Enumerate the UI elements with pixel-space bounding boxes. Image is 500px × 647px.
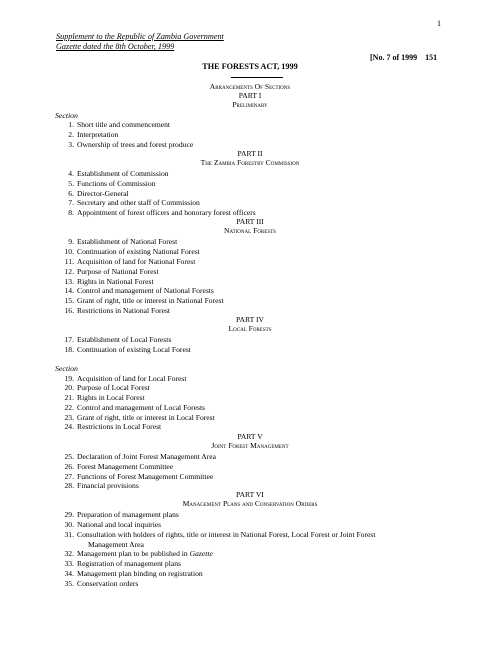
list-item: 30. National and local inquiries (64, 520, 162, 529)
list-item: 8. Appointment of forest officers and honorary forest officers (68, 208, 256, 217)
arrangement-heading: Arrangements Of Sections (209, 82, 291, 91)
list-item: 9. Establishment of National Forest (68, 237, 178, 246)
list-item: 26. Forest Management Committee (64, 462, 174, 471)
section-label: Section (55, 111, 78, 120)
list-item: 23. Grant of right, title or interest in Local Forest (64, 413, 215, 422)
gazette-italic: Gazette (189, 549, 213, 558)
part-title: The Zambia Forestry Commission (200, 158, 300, 167)
part-title: National Forests (224, 226, 276, 235)
list-item: 24. Restrictions in Local Forest (64, 422, 162, 431)
list-item: 19. Acquisition of land for Local Forest (64, 374, 187, 383)
part-title: Joint Forest Management (211, 441, 289, 450)
list-item: 35. Conservation orders (64, 579, 139, 588)
part-heading: PART V (237, 432, 263, 441)
list-item: 31. Consultation with holders of rights, title or interest in National Forest, Local Forest or Joint Forest (64, 530, 376, 539)
list-item: 3. Ownership of trees and forest produce (68, 140, 194, 149)
part-heading: PART I (238, 91, 262, 100)
list-item: 7. Secretary and other staff of Commission (68, 198, 200, 207)
list-item: 13. Rights in National Forest (64, 277, 154, 286)
list-item: 4. Establishment of Commission (68, 169, 169, 178)
list-item: 1. Short title and commencement (68, 120, 170, 129)
section-label: Section (55, 364, 78, 373)
part-title: Management Plans and Conservation Orders (182, 499, 318, 508)
list-item-continuation: Management Area (88, 540, 144, 549)
part-heading: PART VI (236, 490, 264, 499)
list-item: 29. Preparation of management plans (64, 510, 179, 519)
list-item: 15. Grant of right, title or interest in National Forest (64, 296, 224, 305)
title-rule (231, 77, 283, 78)
list-item: 18. Continuation of existing Local Forest (64, 345, 191, 354)
list-item: 10. Continuation of existing National Forest (64, 247, 200, 256)
page-number: 1 (437, 19, 441, 28)
gazette-supplement-note (56, 32, 224, 52)
list-item: 33. Registration of management plans (64, 559, 181, 568)
list-item: 20. Purpose of Local Forest (64, 383, 150, 392)
supplement-line-2: Gazette dated the 8th October, 1999 (56, 42, 175, 51)
list-item: 2. Interpretation (68, 130, 119, 139)
list-item: 25. Declaration of Joint Forest Management Area (64, 452, 216, 461)
list-item: 28. Financial provisions (64, 481, 139, 490)
part-title: Preliminary (232, 100, 268, 109)
list-item: 27. Functions of Forest Management Committee (64, 472, 214, 481)
part-heading: PART III (236, 217, 264, 226)
part-title: Local Forests (228, 324, 272, 333)
list-item: 6. Director-General (68, 189, 129, 198)
list-item: 16. Restrictions in National Forest (64, 306, 171, 315)
list-item: 12. Purpose of National Forest (64, 267, 159, 276)
list-item: 17. Establishment of Local Forests (64, 335, 172, 344)
list-item: 34. Management plan binding on registration (64, 569, 203, 578)
list-item: 21. Rights in Local Forest (64, 393, 145, 402)
list-item: 22. Control and management of Local Forests (64, 403, 206, 412)
list-item: 32. Management plan to be published in Gazette (64, 549, 213, 558)
supplement-line-1: Supplement to the Republic of Zambia Government (56, 32, 224, 41)
list-item: 11. Acquisition of land for National Forest (64, 257, 196, 266)
act-number: [No. 7 of 1999 151 (370, 53, 438, 62)
part-heading: PART II (237, 149, 263, 158)
act-title: THE FORESTS ACT, 1999 (202, 62, 298, 71)
list-item: 14. Control and management of National Forests (64, 286, 214, 295)
list-item: 5. Functions of Commission (68, 179, 156, 188)
part-heading: PART IV (235, 315, 265, 324)
